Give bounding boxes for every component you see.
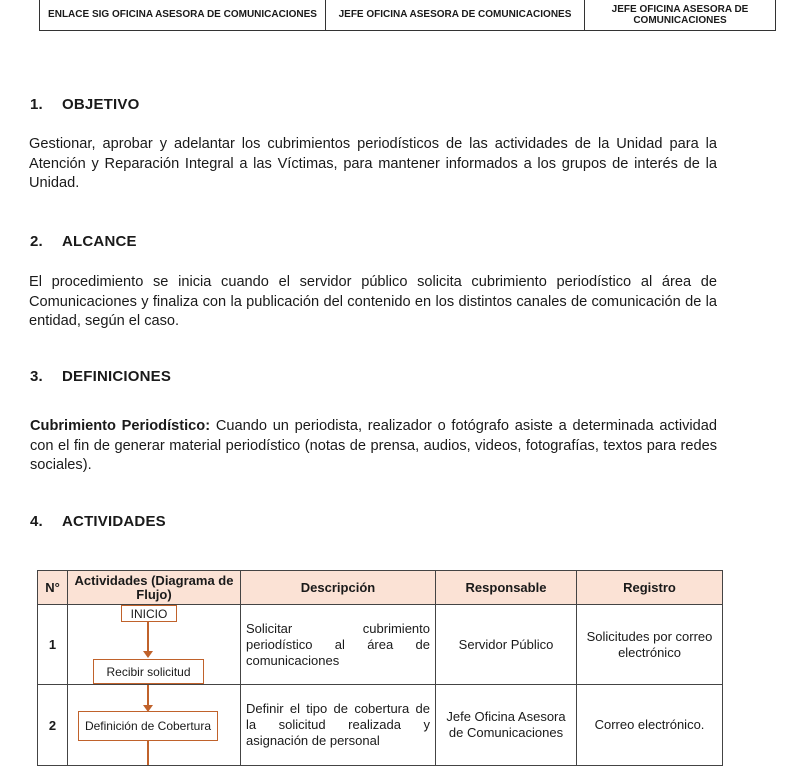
flow-arrow-icon — [143, 651, 153, 658]
section-heading-definiciones — [30, 368, 171, 385]
section-heading-objetivo — [30, 96, 139, 113]
flow-connector — [147, 740, 149, 765]
section-heading-alcance — [30, 233, 137, 250]
row-description: Definir el tipo de cobertura de la solicitud realizada y asignación de personal — [241, 685, 436, 766]
signature-header-table — [39, 0, 776, 31]
definition-term: Cubrimiento Periodístico: — [30, 418, 211, 434]
header-cell-jefe-2: JEFE OFICINA ASESORA DE COMUNICACIONES — [585, 0, 776, 31]
section-title: DEFINICIONES — [62, 368, 172, 385]
row-description: Solicitar cubrimiento periodístico al área de comunicaciones — [241, 605, 436, 685]
column-header-flow: Actividades (Diagrama de Flujo) — [68, 571, 241, 605]
section-number: 2. — [30, 233, 43, 250]
flow-step-definicion-cobertura: Definición de Cobertura — [78, 711, 218, 741]
section-heading-actividades — [30, 513, 166, 530]
column-header-record: Registro — [577, 571, 723, 605]
activities-table — [37, 570, 723, 766]
header-cell-enlace: ENLACE SIG OFICINA ASESORA DE COMUNICACIONES — [40, 0, 326, 31]
row-record: Correo electrónico. — [577, 685, 723, 766]
table-row — [38, 685, 723, 766]
column-header-num: N° — [38, 571, 68, 605]
row-responsible: Jefe Oficina Asesora de Comunicaciones — [436, 685, 577, 766]
header-cell-jefe-1: JEFE OFICINA ASESORA DE COMUNICACIONES — [326, 0, 585, 31]
table-row — [38, 605, 723, 685]
flow-connector — [147, 621, 149, 652]
flow-cell — [68, 605, 241, 685]
flow-cell — [68, 685, 241, 766]
section-number: 3. — [30, 368, 43, 385]
paragraph-objetivo: Gestionar, aprobar y adelantar los cubrimientos periodísticos de las actividades de la Unidad para la Atención y Reparación Integral a las Víctimas, para mantener informados a los grupos de interés de la Unidad. — [29, 136, 717, 191]
column-header-responsible: Responsable — [436, 571, 577, 605]
paragraph-definiciones — [30, 417, 717, 476]
activities-header-row — [38, 571, 723, 605]
column-header-description: Descripción — [241, 571, 436, 605]
section-number: 4. — [30, 513, 43, 530]
definition-text: Cuando un periodista, realizador o fotógrafo asiste a determinada actividad con el fin de generar material periodístico (notas de prensa, audios, videos, fotografías, textos para redes sociales). — [30, 418, 717, 473]
row-responsible: Servidor Público — [436, 605, 577, 685]
paragraph-alcance: El procedimiento se inicia cuando el servidor público solicita cubrimiento periodístico al área de Comunicaciones y finaliza con la publicación del contenido en los distintos canales de comunicación de la entidad, según el caso. — [29, 274, 717, 329]
flow-step-recibir-solicitud: Recibir solicitud — [93, 659, 204, 684]
row-record: Solicitudes por correo electrónico — [577, 605, 723, 685]
row-number: 2 — [38, 685, 68, 766]
flow-connector — [147, 685, 149, 706]
section-title: OBJETIVO — [62, 96, 140, 113]
section-number: 1. — [30, 96, 43, 113]
row-number: 1 — [38, 605, 68, 685]
section-title: ALCANCE — [62, 233, 137, 250]
section-title: ACTIVIDADES — [62, 513, 166, 530]
flow-start-node: INICIO — [121, 605, 177, 622]
